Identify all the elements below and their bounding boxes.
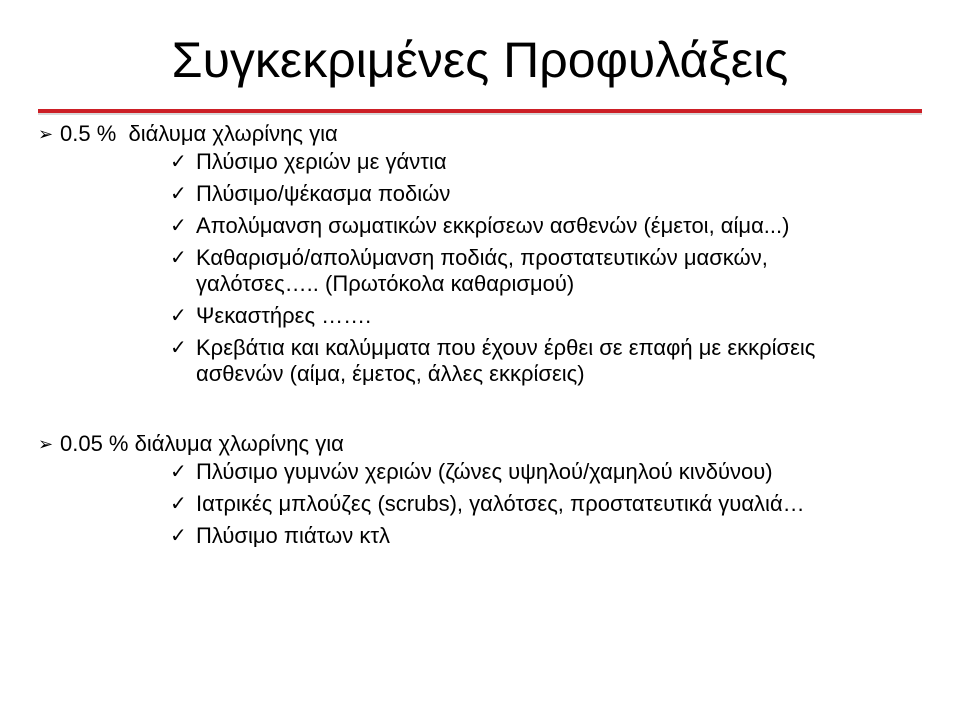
arrow-bullet-icon: ➢ — [38, 124, 54, 144]
list-item-text: Καθαρισμό/απολύμανση ποδιάς, προστατευτικών μασκών, γαλότσες….. (Πρωτόκολα καθαρισμού) — [196, 245, 768, 296]
list-item-text: Πλύσιμο πιάτων κτλ — [196, 523, 391, 548]
title-divider-shadow — [38, 113, 922, 115]
bullet-list — [38, 459, 938, 549]
check-mark-icon: ✓ — [170, 493, 187, 515]
section-0-05-percent — [38, 431, 938, 555]
list-item — [170, 459, 938, 485]
check-mark-icon: ✓ — [170, 337, 187, 359]
check-mark-icon: ✓ — [170, 461, 187, 483]
arrow-bullet-icon: ➢ — [38, 434, 54, 454]
list-item-text: Πλύσιμο γυμνών χεριών (ζώνες υψηλού/χαμηλού κινδύνου) — [196, 459, 773, 484]
section-heading-text: 0.05 % διάλυμα χλωρίνης για — [60, 431, 344, 456]
list-item — [170, 523, 938, 549]
slide-title: Συγκεκριμένες Προφυλάξεις — [171, 32, 789, 88]
list-item-text: Απολύμανση σωματικών εκκρίσεων ασθενών (έμετοι, αίμα...) — [196, 213, 790, 238]
list-item-text: Ιατρικές μπλούζες (scrubs), γαλότσες, προστατευτικά γυαλιά… — [196, 491, 805, 516]
section-0-5-percent — [38, 121, 938, 393]
list-item — [170, 213, 938, 239]
list-item-text: Πλύσιμο χεριών με γάντια — [196, 149, 447, 174]
section-heading — [38, 431, 938, 459]
list-item — [170, 303, 938, 329]
bullet-list — [38, 149, 938, 387]
check-mark-icon: ✓ — [170, 247, 187, 269]
section-heading-text: 0.5 % διάλυμα χλωρίνης για — [60, 121, 338, 146]
check-mark-icon: ✓ — [170, 305, 187, 327]
check-mark-icon: ✓ — [170, 151, 187, 173]
list-item-text: Ψεκαστήρες ……. — [196, 303, 372, 328]
list-item — [170, 149, 938, 175]
check-mark-icon: ✓ — [170, 183, 187, 205]
check-mark-icon: ✓ — [170, 525, 187, 547]
list-item — [170, 335, 938, 387]
list-item-text: Κρεβάτια και καλύμματα που έχουν έρθει σε επαφή με εκκρίσεις ασθενών (αίμα, έμετος, άλλες εκκρίσεις) — [196, 335, 816, 386]
list-item — [170, 491, 938, 517]
list-item-text: Πλύσιμο/ψέκασμα ποδιών — [196, 181, 451, 206]
section-heading — [38, 121, 938, 149]
check-mark-icon: ✓ — [170, 215, 187, 237]
list-item — [170, 245, 938, 297]
list-item — [170, 181, 938, 207]
